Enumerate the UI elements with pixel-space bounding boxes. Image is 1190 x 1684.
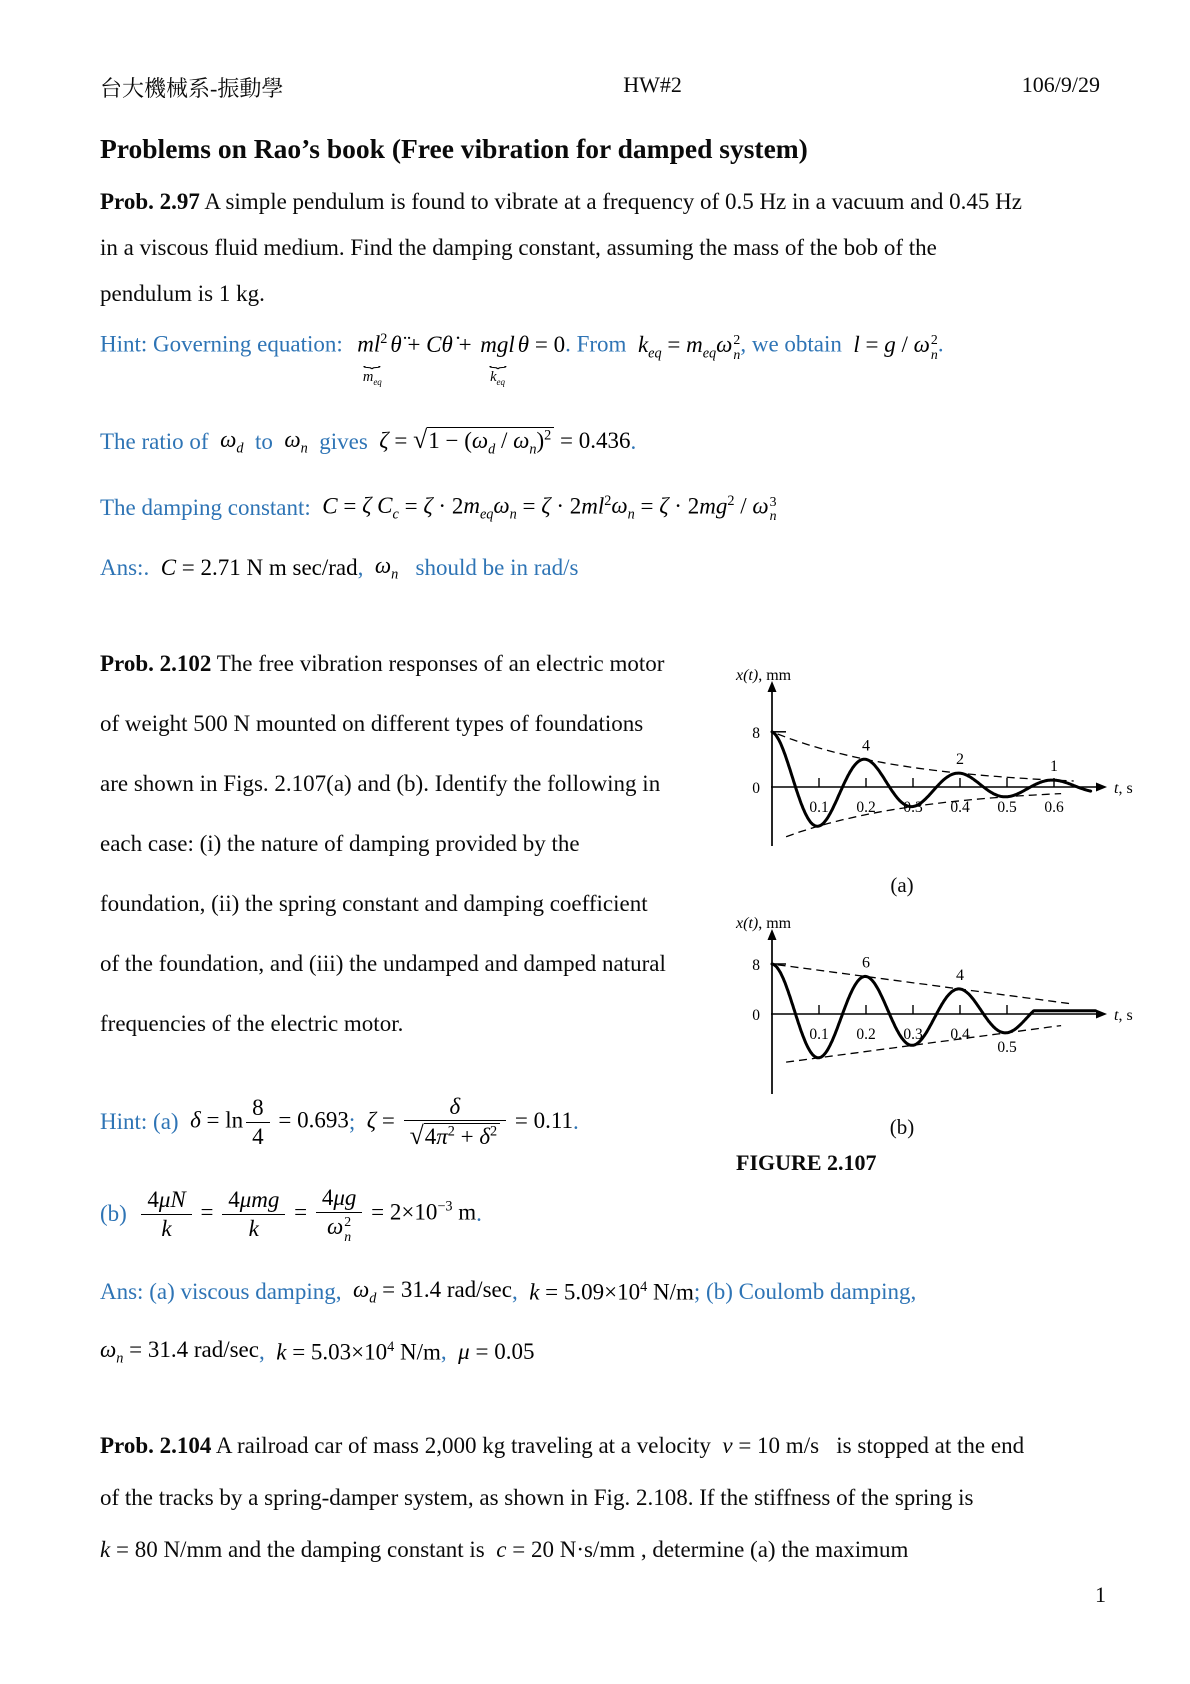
svg-text:0.2: 0.2: [856, 799, 876, 817]
figure-2107-panel-label-a: (a): [890, 873, 914, 898]
problem-2-102-answer-line-1: Ans: (a) viscous damping, $\omega_d = 31.4$ rad/sec , $k = 5.09\times 10^4$ N/m ; (b) Coulomb damping,: [100, 1276, 917, 1307]
problem-2-104: [100, 1420, 1190, 1576]
page-header: [100, 72, 1100, 103]
figure-2107-chart-b: [692, 914, 1144, 1108]
svg-text:x(t), mm: x(t), mm: [736, 667, 792, 685]
figure-2107: [692, 660, 1152, 1256]
svg-text:0.3: 0.3: [903, 1026, 923, 1044]
figure-2107-chart-a: [692, 660, 1144, 866]
figure-2107-caption: FIGURE 2.107: [736, 1150, 877, 1176]
problem-2-102-answer-line-2: $\omega_n = 31.4$ rad/sec , $k = 5.03\times 10^4$ N/m , μ = 0.05: [100, 1336, 535, 1367]
problem-2-97-text-line: Prob. 2.97 A simple pendulum is found to vibrate at a frequency of 0.5 Hz in a vacuum and 0.45 Hz: [100, 189, 1022, 214]
problem-2-102-hint-a-equation: Hint: (a) δ = ln $\frac{8}{4}$ = 0.693 ; ζ = $\frac{\delta}{√4\pi^2 + \delta^2}$ = 0.11 .: [100, 1093, 579, 1151]
problem-2-102-text-line: each case: (i) the nature of damping provided by the: [100, 831, 580, 857]
svg-text:6: 6: [862, 954, 870, 972]
figure-2107-panel-label-b: (b): [889, 1115, 915, 1140]
problem-2-102-text-line: frequencies of the electric motor.: [100, 1011, 404, 1037]
page-title: Problems on Rao’s book (Free vibration for damped system): [100, 133, 808, 164]
svg-text:0.5: 0.5: [997, 1039, 1017, 1057]
problem-2-97-text-line: pendulum is 1 kg.: [100, 281, 265, 306]
problem-2-97: [100, 179, 1190, 592]
problem-2-102-text-line: of the foundation, and (iii) the undamped and damped natural: [100, 951, 666, 977]
svg-text:8: 8: [752, 957, 760, 975]
problem-2-102-text-line: of weight 500 N mounted on different types of foundations: [100, 711, 644, 737]
problem-2-97-ratio-equation: The ratio of $\omega_d$ to $\omega_n$ gives $\zeta = √1 - (\omega_d / \omega_n)^2 = 0.436$ .: [100, 425, 637, 459]
svg-text:0.1: 0.1: [809, 799, 829, 817]
svg-text:0.4: 0.4: [950, 1026, 970, 1044]
problem-2-97-text-line: in a viscous fluid medium. Find the damping constant, assuming the mass of the bob of the: [100, 235, 937, 260]
problem-2-97-answer: Ans:. C = 2.71 N m sec/rad , $\omega_n$ should be in rad/s: [100, 552, 579, 583]
problem-2-102-section: [100, 634, 1190, 1256]
problem-2-102-hint-b-equation: (b) $\frac{4\mu N}{k}$ = $\frac{\text{4μmg}}{k}$ = 4μg ω 2 n = $2\times 10^{-3}$ m .: [100, 1185, 482, 1244]
header-hw-number: HW#2: [623, 72, 682, 97]
svg-text:0.2: 0.2: [856, 1026, 876, 1044]
svg-text:2: 2: [956, 751, 964, 769]
svg-text:t, s: t, s: [1114, 780, 1133, 798]
svg-text:0: 0: [752, 1007, 760, 1025]
svg-text:t, s: t, s: [1114, 1007, 1133, 1025]
svg-text:0.1: 0.1: [809, 1026, 829, 1044]
problem-2-97-damping-equation: The damping constant: C = ζ $C_c = \zeta \cdot 2m_{eq}\omega_n = \zeta \cdot 2ml^2\omega_n = \zeta \cdot 2mg^2 / \omega$ 3 n: [100, 492, 777, 524]
problem-2-97-hint-equation: Hint: Governing equation: $ml^2$ ⏟ $m_{eq}$ θ̈ + Cθ̇ + mgl ⏟ $k_{eq}$ θ = 0. From $k_{eq} = m_{eq}\omega$ 2 n , we obtain l = g / ω 2 n .: [100, 331, 944, 387]
problem-2-102-text-line: foundation, (ii) the spring constant and damping coefficient: [100, 891, 648, 917]
problem-2-102-text-line: are shown in Figs. 2.107(a) and (b). Identify the following in: [100, 771, 661, 797]
problem-2-104-text-line: k = 80 N/mm and the damping constant is c = 20 N·s/mm , determine (a) the maximum: [100, 1537, 909, 1563]
svg-text:0.6: 0.6: [1044, 799, 1064, 817]
svg-text:0.4: 0.4: [950, 799, 970, 817]
svg-text:0: 0: [752, 780, 760, 798]
header-course: 台大機械系-振動學: [100, 76, 284, 101]
header-date: 106/9/29: [1021, 72, 1100, 97]
problem-2-102-text-column: [100, 634, 692, 1256]
problem-2-104-text-line: of the tracks by a spring-damper system, as shown in Fig. 2.108. If the stiffness of the spring is: [100, 1485, 974, 1511]
svg-text:4: 4: [956, 967, 964, 985]
svg-text:x(t), mm: x(t), mm: [736, 915, 792, 933]
page-number: 1: [1095, 1582, 1106, 1608]
svg-text:8: 8: [752, 725, 760, 743]
problem-2-102-text-line: Prob. 2.102 The free vibration responses of an electric motor: [100, 651, 665, 677]
svg-text:4: 4: [862, 737, 870, 755]
problem-2-104-text-line: Prob. 2.104 A railroad car of mass 2,000 kg traveling at a velocity v = 10 m/s is stopped at the end: [100, 1433, 1025, 1459]
svg-text:0.5: 0.5: [997, 799, 1017, 817]
svg-text:1: 1: [1050, 758, 1058, 776]
svg-text:0.3: 0.3: [903, 799, 923, 817]
